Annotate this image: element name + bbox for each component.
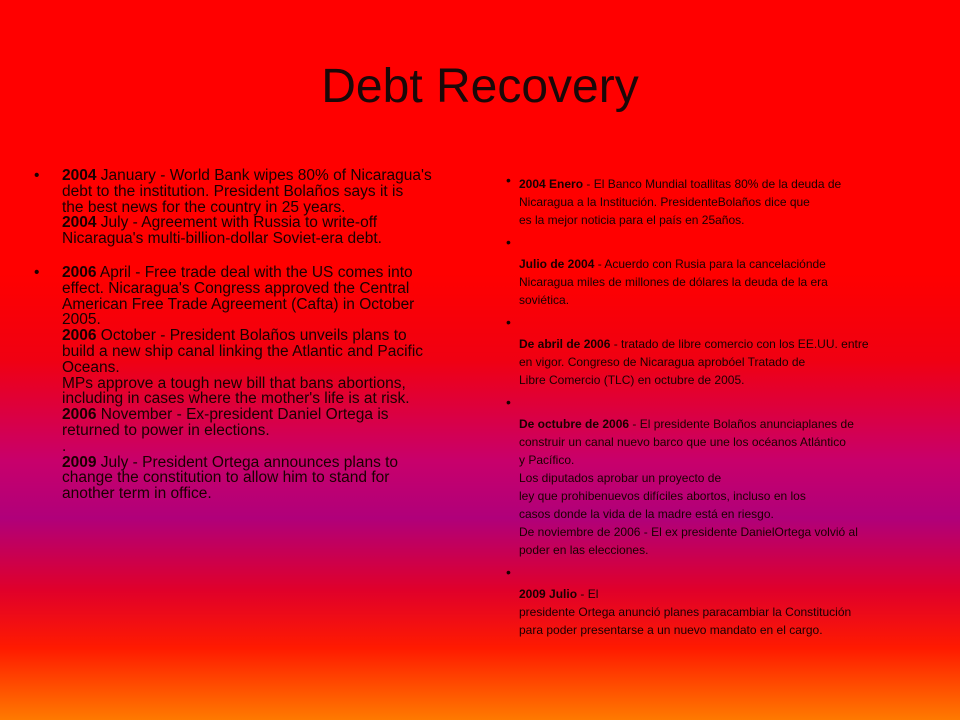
bullet-line bbox=[519, 433, 946, 451]
year-label: 2009 bbox=[62, 453, 97, 471]
bullet-line bbox=[62, 407, 466, 423]
line-text: soviética. bbox=[519, 293, 570, 307]
year-label: De octubre de 2006 bbox=[519, 417, 630, 431]
bullet-line bbox=[519, 603, 946, 621]
line-text: construir un canal nuevo barco que une los océanos Atlántico bbox=[519, 435, 846, 449]
bullet-line bbox=[62, 184, 466, 200]
line-text: October - President Bolaños unveils plans to bbox=[96, 327, 407, 345]
line-text: ley que prohibenuevos difíciles abortos, incluso en los bbox=[519, 489, 806, 503]
line-text: en vigor. Congreso de Nicaragua aprobóel Tratado de bbox=[519, 355, 806, 369]
year-label: 2006 bbox=[62, 263, 97, 281]
bullet-line bbox=[62, 391, 466, 407]
left-bullet-item bbox=[34, 168, 466, 247]
line-text: - El presidente Bolaños anunciaplanes de bbox=[629, 417, 854, 431]
bullet-line bbox=[519, 567, 946, 585]
bullet-line bbox=[62, 423, 466, 439]
bullet-line bbox=[62, 200, 466, 216]
line-text: build a new ship canal linking the Atlantic and Pacific bbox=[62, 342, 424, 360]
year-label: 2006 bbox=[62, 327, 97, 345]
line-text: Nicaragua's multi-billion-dollar Soviet-era debt. bbox=[62, 230, 382, 248]
right-bullet-item bbox=[506, 564, 946, 639]
line-text: effect. Nicaragua's Congress approved the Central bbox=[62, 279, 410, 297]
bullet-line bbox=[519, 541, 946, 559]
bullet-line bbox=[62, 168, 466, 184]
year-label: 2004 Enero bbox=[519, 177, 584, 191]
line-text: MPs approve a tough new bill that bans abortions, bbox=[62, 374, 406, 392]
line-text: January - World Bank wipes 80% of Nicaragua's bbox=[96, 167, 432, 184]
bullet-icon: • bbox=[506, 564, 511, 580]
line-text: - tratado de libre comercio con los EE.UU. entre bbox=[610, 337, 869, 351]
bullet-line bbox=[519, 523, 946, 541]
line-text: - El Banco Mundial toallitas 80% de la deuda de bbox=[583, 177, 842, 191]
line-text: November - Ex-president Daniel Ortega is bbox=[96, 406, 389, 424]
bullet-line bbox=[62, 344, 466, 360]
bullet-line bbox=[519, 211, 946, 229]
bullet-line bbox=[62, 215, 466, 231]
bullet-line bbox=[62, 312, 466, 328]
year-label: 2004 bbox=[62, 214, 97, 232]
year-label: 2009 Julio bbox=[519, 587, 578, 601]
bullet-line bbox=[519, 621, 946, 639]
bullet-line bbox=[519, 273, 946, 291]
right-bullet-item bbox=[506, 172, 946, 229]
line-text: Nicaragua miles de millones de dólares la deuda de la era bbox=[519, 275, 828, 289]
line-text: 2005. bbox=[62, 311, 101, 329]
bullet-icon: • bbox=[34, 167, 40, 184]
line-text: returned to power in elections. bbox=[62, 421, 270, 439]
bullet-line bbox=[62, 281, 466, 297]
bullet-line bbox=[62, 439, 466, 455]
bullet-line bbox=[62, 360, 466, 376]
year-label: De abril de 2006 bbox=[519, 337, 611, 351]
line-text: y Pacífico. bbox=[519, 453, 575, 467]
line-text: the best news for the country in 25 years. bbox=[62, 198, 346, 216]
line-text: Oceans. bbox=[62, 358, 120, 376]
bullet-line bbox=[519, 469, 946, 487]
bullet-line bbox=[519, 505, 946, 523]
bullet-line bbox=[519, 487, 946, 505]
right-bullet-item bbox=[506, 394, 946, 559]
bullet-line bbox=[519, 353, 946, 371]
left-bullet-item bbox=[34, 265, 466, 502]
slide-title: Debt Recovery bbox=[321, 60, 639, 113]
line-text: - El bbox=[577, 587, 599, 601]
line-text: July - Agreement with Russia to write-off bbox=[96, 214, 378, 232]
line-text: another term in office. bbox=[62, 485, 212, 503]
bullet-line bbox=[62, 328, 466, 344]
line-text: De noviembre de 2006 - El ex presidente DanielOrtega volvió al bbox=[519, 525, 858, 539]
year-label: 2006 bbox=[62, 406, 97, 424]
bullet-line bbox=[62, 470, 466, 486]
bullet-icon: • bbox=[34, 263, 40, 281]
bullet-line bbox=[519, 451, 946, 469]
year-label: Julio de 2004 bbox=[519, 257, 595, 271]
bullet-line bbox=[519, 291, 946, 309]
bullet-line bbox=[519, 335, 946, 353]
line-text: Libre Comercio (TLC) en octubre de 2005. bbox=[519, 373, 745, 387]
spanish-timeline bbox=[506, 172, 946, 647]
bullet-icon: • bbox=[506, 394, 511, 410]
bullet-icon: • bbox=[506, 234, 511, 250]
bullet-line bbox=[519, 193, 946, 211]
line-text: change the constitution to allow him to stand for bbox=[62, 469, 390, 487]
line-text: para poder presentarse a un nuevo mandato en el cargo. bbox=[519, 623, 823, 637]
bullet-line bbox=[519, 317, 946, 335]
right-bullet-item bbox=[506, 314, 946, 389]
bullet-line bbox=[62, 486, 466, 502]
line-text: including in cases where the mother's life is at risk. bbox=[62, 390, 410, 408]
line-text: Nicaragua a la Institución. PresidenteBolaños dice que bbox=[519, 195, 810, 209]
english-timeline bbox=[34, 168, 466, 520]
bullet-line bbox=[62, 297, 466, 313]
line-text: casos donde la vida de la madre está en riesgo. bbox=[519, 507, 774, 521]
line-text: poder en las elecciones. bbox=[519, 543, 649, 557]
bullet-line bbox=[519, 255, 946, 273]
bullet-line bbox=[519, 237, 946, 255]
year-label: 2004 bbox=[62, 167, 97, 184]
bullet-line bbox=[62, 265, 466, 281]
line-text: presidente Ortega anunció planes paracambiar la Constitución bbox=[519, 605, 852, 619]
line-text: . bbox=[62, 437, 67, 455]
line-text: - Acuerdo con Rusia para la cancelaciónde bbox=[594, 257, 826, 271]
bullet-line bbox=[62, 376, 466, 392]
line-text: April - Free trade deal with the US comes into bbox=[96, 263, 413, 281]
bullet-icon: • bbox=[506, 314, 511, 330]
bullet-line bbox=[519, 415, 946, 433]
line-text: July - President Ortega announces plans to bbox=[96, 453, 399, 471]
right-bullet-item bbox=[506, 234, 946, 309]
line-text: es la mejor noticia para el país en 25años. bbox=[519, 213, 745, 227]
bullet-line bbox=[519, 397, 946, 415]
bullet-line bbox=[62, 455, 466, 471]
line-text: American Free Trade Agreement (Cafta) in October bbox=[62, 295, 415, 313]
bullet-line bbox=[519, 585, 946, 603]
line-text: debt to the institution. President Bolaños says it is bbox=[62, 182, 404, 200]
bullet-line bbox=[519, 371, 946, 389]
bullet-line bbox=[519, 175, 946, 193]
bullet-icon: • bbox=[506, 172, 511, 188]
bullet-line bbox=[62, 231, 466, 247]
line-text: Los diputados aprobar un proyecto de bbox=[519, 471, 722, 485]
